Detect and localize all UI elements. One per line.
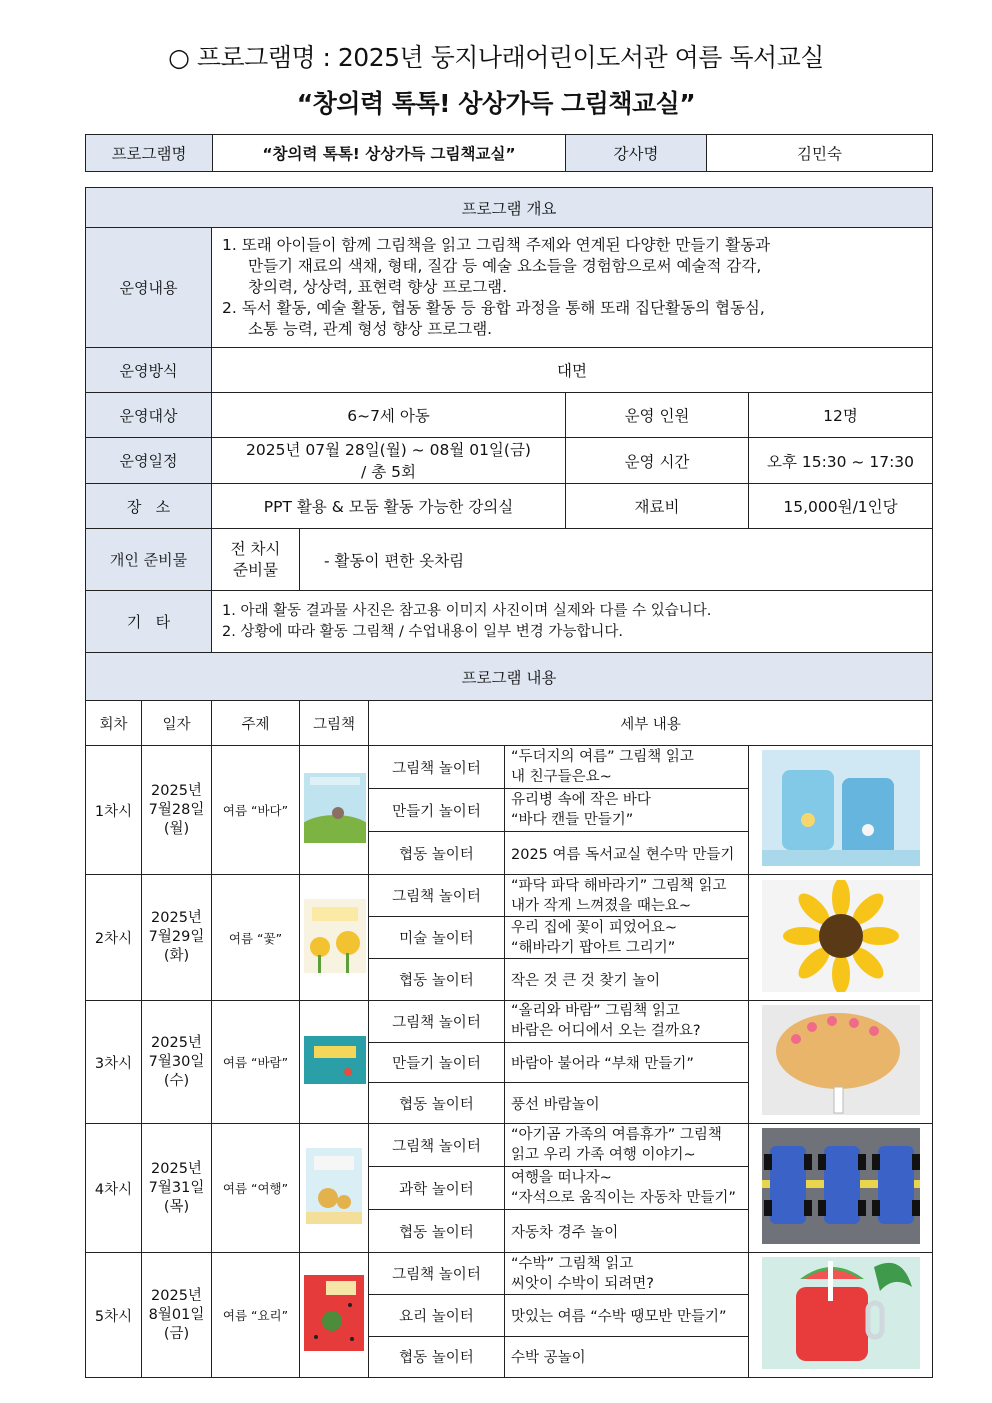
etc-value <box>212 591 933 653</box>
activity-detail <box>505 1001 749 1043</box>
ocean-jar-photo <box>762 750 920 866</box>
book-cover-cell <box>300 1124 369 1253</box>
activity-line: 바람은 어디에서 오는 걸까요? <box>511 1023 701 1040</box>
activity-detail: 수박 공놀이 <box>505 1336 749 1377</box>
etc-label: 기 타 <box>86 591 212 653</box>
session-weekday: (월) <box>163 820 190 837</box>
method-value: 대면 <box>212 348 933 393</box>
place-label: 장 소 <box>86 484 212 529</box>
content-line: 1. 또래 아이들이 함께 그림책을 읽고 그림책 주제와 연계된 다양한 만들기 활동과 <box>222 236 771 254</box>
place-value: PPT 활용 & 모둠 활동 가능한 강의실 <box>212 484 566 529</box>
activity-line: 읽고 우리 가족 여행 이야기~ <box>511 1147 696 1163</box>
session-date <box>142 1001 212 1124</box>
book-cover-cell <box>300 875 369 1001</box>
activity-type: 협동 놀이터 <box>369 1336 505 1377</box>
activity-line: “바다 캔들 만들기” <box>511 812 634 828</box>
grass-hill-book-cover <box>304 773 366 843</box>
time-value: 오후 15:30 ~ 17:30 <box>749 438 933 484</box>
session-round: 2차시 <box>86 875 142 1001</box>
count-value: 12명 <box>749 393 933 438</box>
activity-line: “자석으로 움직이는 자동차 만들기” <box>511 1190 736 1206</box>
detail-header: 세부 내용 <box>369 701 933 746</box>
activity-type: 협동 놀이터 <box>369 832 505 875</box>
session-year: 2025년 <box>151 1287 202 1304</box>
activity-detail <box>505 917 749 959</box>
book-header: 그림책 <box>300 701 369 746</box>
activity-type: 그림책 놀이터 <box>369 1001 505 1043</box>
info-table <box>85 134 933 172</box>
watermelon-book-cover <box>304 1275 364 1351</box>
content-line: 창의력, 상상력, 표현력 향상 프로그램. <box>248 278 508 296</box>
activity-detail: 2025 여름 독서교실 현수막 만들기 <box>505 832 749 875</box>
prep-sub-line: 전 차시 <box>230 539 281 558</box>
session-round: 5차시 <box>86 1253 142 1378</box>
activity-detail: 풍선 바람놀이 <box>505 1083 749 1124</box>
activity-type: 협동 놀이터 <box>369 1210 505 1253</box>
sunflower-photo <box>762 880 920 992</box>
activity-type: 요리 놀이터 <box>369 1295 505 1336</box>
session-year: 2025년 <box>151 782 202 799</box>
activity-detail <box>505 875 749 917</box>
activity-line: 우리 집에 꽃이 피었어요~ <box>511 919 678 936</box>
activity-type: 그림책 놀이터 <box>369 875 505 917</box>
fee-value: 15,000원/1인당 <box>749 484 933 529</box>
session-date <box>142 1124 212 1253</box>
schedule-value <box>212 438 566 484</box>
prep-sub-line: 준비물 <box>233 560 278 579</box>
activity-line: “두더지의 여름” 그림책 읽고 <box>511 749 694 765</box>
count-label: 운영 인원 <box>566 393 749 438</box>
program-table <box>85 187 933 1378</box>
activity-type: 그림책 놀이터 <box>369 1253 505 1295</box>
activity-detail: 바람아 불어라 “부채 만들기” <box>505 1042 749 1083</box>
toy-cars-photo <box>762 1128 920 1244</box>
activity-detail: 맛있는 여름 “수박 땡모반 만들기” <box>505 1295 749 1336</box>
content-line: 만들기 재료의 색채, 형태, 질감 등 예술 요소들을 경험함으로써 예술적 감각, <box>248 257 762 275</box>
schedule-label: 운영일정 <box>86 438 212 484</box>
session-theme: 여름 “요리” <box>212 1253 300 1378</box>
session-year: 2025년 <box>151 1160 202 1177</box>
session-day-date: 7월28일 <box>148 801 205 818</box>
activity-detail <box>505 1253 749 1295</box>
session-round: 3차시 <box>86 1001 142 1124</box>
activity-type: 과학 놀이터 <box>369 1167 505 1210</box>
instructor-value: 김민숙 <box>707 135 933 172</box>
session-day-date: 7월30일 <box>148 1053 205 1070</box>
activity-line: 내가 작게 느껴졌을 때는요~ <box>511 897 692 914</box>
etc-line: 1. 아래 활동 결과물 사진은 참고용 이미지 사진이며 실제와 다를 수 있습니다. <box>222 602 712 619</box>
activity-type: 만들기 놀이터 <box>369 789 505 832</box>
sunflower-book-cover <box>304 899 366 973</box>
program-name-value: “창의력 톡톡! 상상가득 그림책교실” <box>213 135 566 172</box>
activity-detail <box>505 1167 749 1210</box>
session-theme: 여름 “여행” <box>212 1124 300 1253</box>
session-day-date: 7월31일 <box>148 1179 205 1196</box>
session-weekday: (금) <box>163 1325 190 1342</box>
document-title: ○ 프로그램명 : 2025년 둥지나래어린이도서관 여름 독서교실 <box>168 43 824 72</box>
content-text <box>212 228 933 348</box>
session-year: 2025년 <box>151 910 202 926</box>
session-round: 1차시 <box>86 746 142 875</box>
activity-photo-cell <box>749 1253 933 1378</box>
session-year: 2025년 <box>151 1034 202 1051</box>
target-label: 운영대상 <box>86 393 212 438</box>
activity-photo-cell <box>749 875 933 1001</box>
session-day-date: 7월29일 <box>148 929 205 945</box>
activity-line: “수박” 그림책 읽고 <box>511 1255 634 1272</box>
schedule-line: / 총 5회 <box>361 462 416 481</box>
time-label: 운영 시간 <box>566 438 749 484</box>
document-subtitle: “창의력 톡톡! 상상가득 그림책교실” <box>296 89 696 118</box>
content-line: 2. 독서 활동, 예술 활동, 협동 활동 등 융합 과정을 통해 또래 집단활동의 협동심, <box>222 299 765 317</box>
activity-type: 그림책 놀이터 <box>369 746 505 789</box>
activity-line: 내 친구들은요~ <box>511 769 612 785</box>
overview-section-title: 프로그램 개요 <box>86 188 933 228</box>
activity-type: 협동 놀이터 <box>369 959 505 1001</box>
activity-photo-cell <box>749 1001 933 1124</box>
session-theme: 여름 “바람” <box>212 1001 300 1124</box>
activity-type: 협동 놀이터 <box>369 1083 505 1124</box>
session-theme: 여름 “꽃” <box>212 875 300 1001</box>
activity-type: 미술 놀이터 <box>369 917 505 959</box>
prep-value: - 활동이 편한 옷차림 <box>300 529 933 591</box>
activity-detail <box>505 746 749 789</box>
date-header: 일자 <box>142 701 212 746</box>
session-day-date: 8월01일 <box>148 1306 205 1323</box>
paper-fan-photo <box>762 1005 920 1115</box>
book-cover-cell <box>300 746 369 875</box>
session-round: 4차시 <box>86 1124 142 1253</box>
activity-photo-cell <box>749 1124 933 1253</box>
theme-header: 주제 <box>212 701 300 746</box>
session-weekday: (목) <box>163 1198 190 1215</box>
session-date <box>142 1253 212 1378</box>
book-cover-cell <box>300 1001 369 1124</box>
session-weekday: (수) <box>163 1072 190 1089</box>
instructor-label: 강사명 <box>566 135 707 172</box>
round-header: 회차 <box>86 701 142 746</box>
bear-family-book-cover <box>306 1148 362 1224</box>
activity-detail <box>505 1124 749 1167</box>
session-weekday: (화) <box>163 948 190 964</box>
activity-line: 여행을 떠나자~ <box>511 1170 612 1186</box>
activity-type: 그림책 놀이터 <box>369 1124 505 1167</box>
activity-line: “올리와 바람” 그림책 읽고 <box>511 1003 680 1020</box>
method-label: 운영방식 <box>86 348 212 393</box>
schedule-line: 2025년 07월 28일(월) ~ 08월 01일(금) <box>246 440 531 459</box>
activity-detail <box>505 789 749 832</box>
session-theme: 여름 “바다” <box>212 746 300 875</box>
prep-sub-label <box>212 529 300 591</box>
program-section-title: 프로그램 내용 <box>86 653 933 701</box>
activity-line: “해바라기 팝아트 그리기” <box>511 939 676 956</box>
activity-type: 만들기 놀이터 <box>369 1042 505 1083</box>
activity-line: 유리병 속에 작은 바다 <box>511 792 651 808</box>
fee-label: 재료비 <box>566 484 749 529</box>
session-date <box>142 875 212 1001</box>
content-line: 소통 능력, 관계 형성 향상 프로그램. <box>248 320 493 338</box>
prep-label: 개인 준비물 <box>86 529 212 591</box>
activity-detail: 자동차 경주 놀이 <box>505 1210 749 1253</box>
target-value: 6~7세 아동 <box>212 393 566 438</box>
wind-book-cover <box>304 1036 366 1084</box>
book-cover-cell <box>300 1253 369 1378</box>
content-label: 운영내용 <box>86 228 212 348</box>
activity-line: “아기곰 가족의 여름휴가” 그림책 <box>511 1127 722 1143</box>
watermelon-drink-photo <box>762 1257 920 1369</box>
program-name-label: 프로그램명 <box>86 135 213 172</box>
session-date <box>142 746 212 875</box>
activity-line: 씨앗이 수박이 되려면? <box>511 1275 654 1292</box>
etc-line: 2. 상황에 따라 활동 그림책 / 수업내용이 일부 변경 가능합니다. <box>222 623 623 640</box>
activity-detail: 작은 것 큰 것 찾기 놀이 <box>505 959 749 1001</box>
activity-line: “파닥 파닥 해바라기” 그림책 읽고 <box>511 877 727 894</box>
activity-photo-cell <box>749 746 933 875</box>
